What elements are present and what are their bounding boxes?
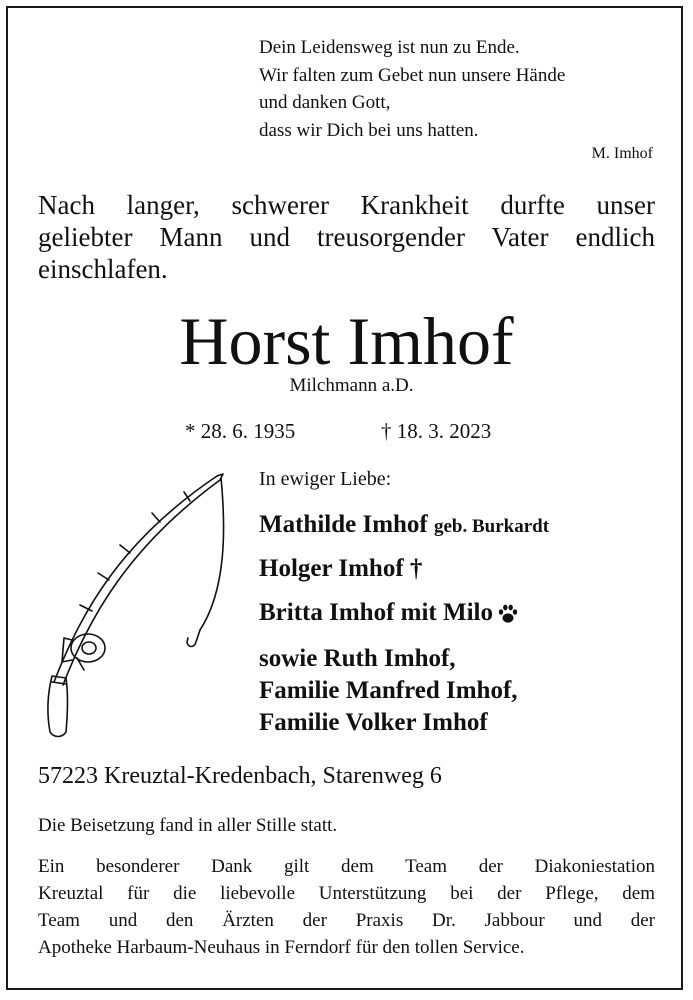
poem-line: und danken Gott,	[259, 92, 391, 113]
thanks-line: Apotheke Harbaum-Neuhaus in Ferndorf für den tollen Service.	[38, 937, 525, 958]
mourner-daughter	[259, 599, 519, 627]
mourner-son: Holger Imhof †	[259, 555, 423, 582]
deceased-name: Horst Imhof	[179, 303, 514, 379]
death-date: † 18. 3. 2023	[381, 419, 492, 443]
mourner-wife-name: Mathilde Imhof	[259, 511, 428, 538]
poem-author: M. Imhof	[591, 145, 653, 162]
deceased-occupation: Milchmann a.D.	[289, 375, 414, 396]
intro-text	[38, 189, 655, 285]
thanks-line: Team und den Ärzten der Praxis Dr. Jabbour und der	[38, 910, 655, 931]
intro-line: Nach langer, schwerer Krankheit durfte unser	[38, 190, 655, 220]
fishing-rod-icon	[42, 470, 232, 740]
poem-line: dass wir Dich bei uns hatten.	[259, 119, 479, 141]
poem-line: Dein Leidensweg ist nun zu Ende.	[259, 37, 520, 58]
mourner-other: Familie Manfred Imhof,	[259, 677, 518, 704]
thanks-line: Ein besonderer Dank gilt dem Team der Diakoniestation	[38, 856, 655, 877]
burial-note: Die Beisetzung fand in aller Stille statt.	[38, 815, 338, 836]
paw-print-icon	[497, 603, 519, 625]
mourner-other: Familie Volker Imhof	[259, 709, 488, 736]
thanks-text	[38, 853, 655, 961]
birth-date: * 28. 6. 1935	[185, 419, 296, 443]
mourner-wife	[259, 511, 549, 539]
mourner-other: sowie Ruth Imhof,	[259, 645, 456, 672]
intro-line: geliebter Mann und treusorgender Vater endlich	[38, 222, 655, 252]
mourners-intro: In ewiger Liebe:	[259, 468, 392, 490]
thanks-line: Kreuztal für die liebevolle Unterstützung bei der Pflege, dem	[38, 883, 655, 904]
intro-line: einschlafen.	[38, 254, 168, 284]
poem	[259, 34, 565, 144]
mourner-wife-maiden: geb. Burkardt	[434, 516, 550, 537]
poem-line: Wir falten zum Gebet nun unsere Hände	[259, 64, 566, 86]
mourner-daughter-name: Britta Imhof mit Milo	[259, 599, 493, 626]
address: 57223 Kreuztal-Kredenbach, Starenweg 6	[38, 763, 442, 789]
